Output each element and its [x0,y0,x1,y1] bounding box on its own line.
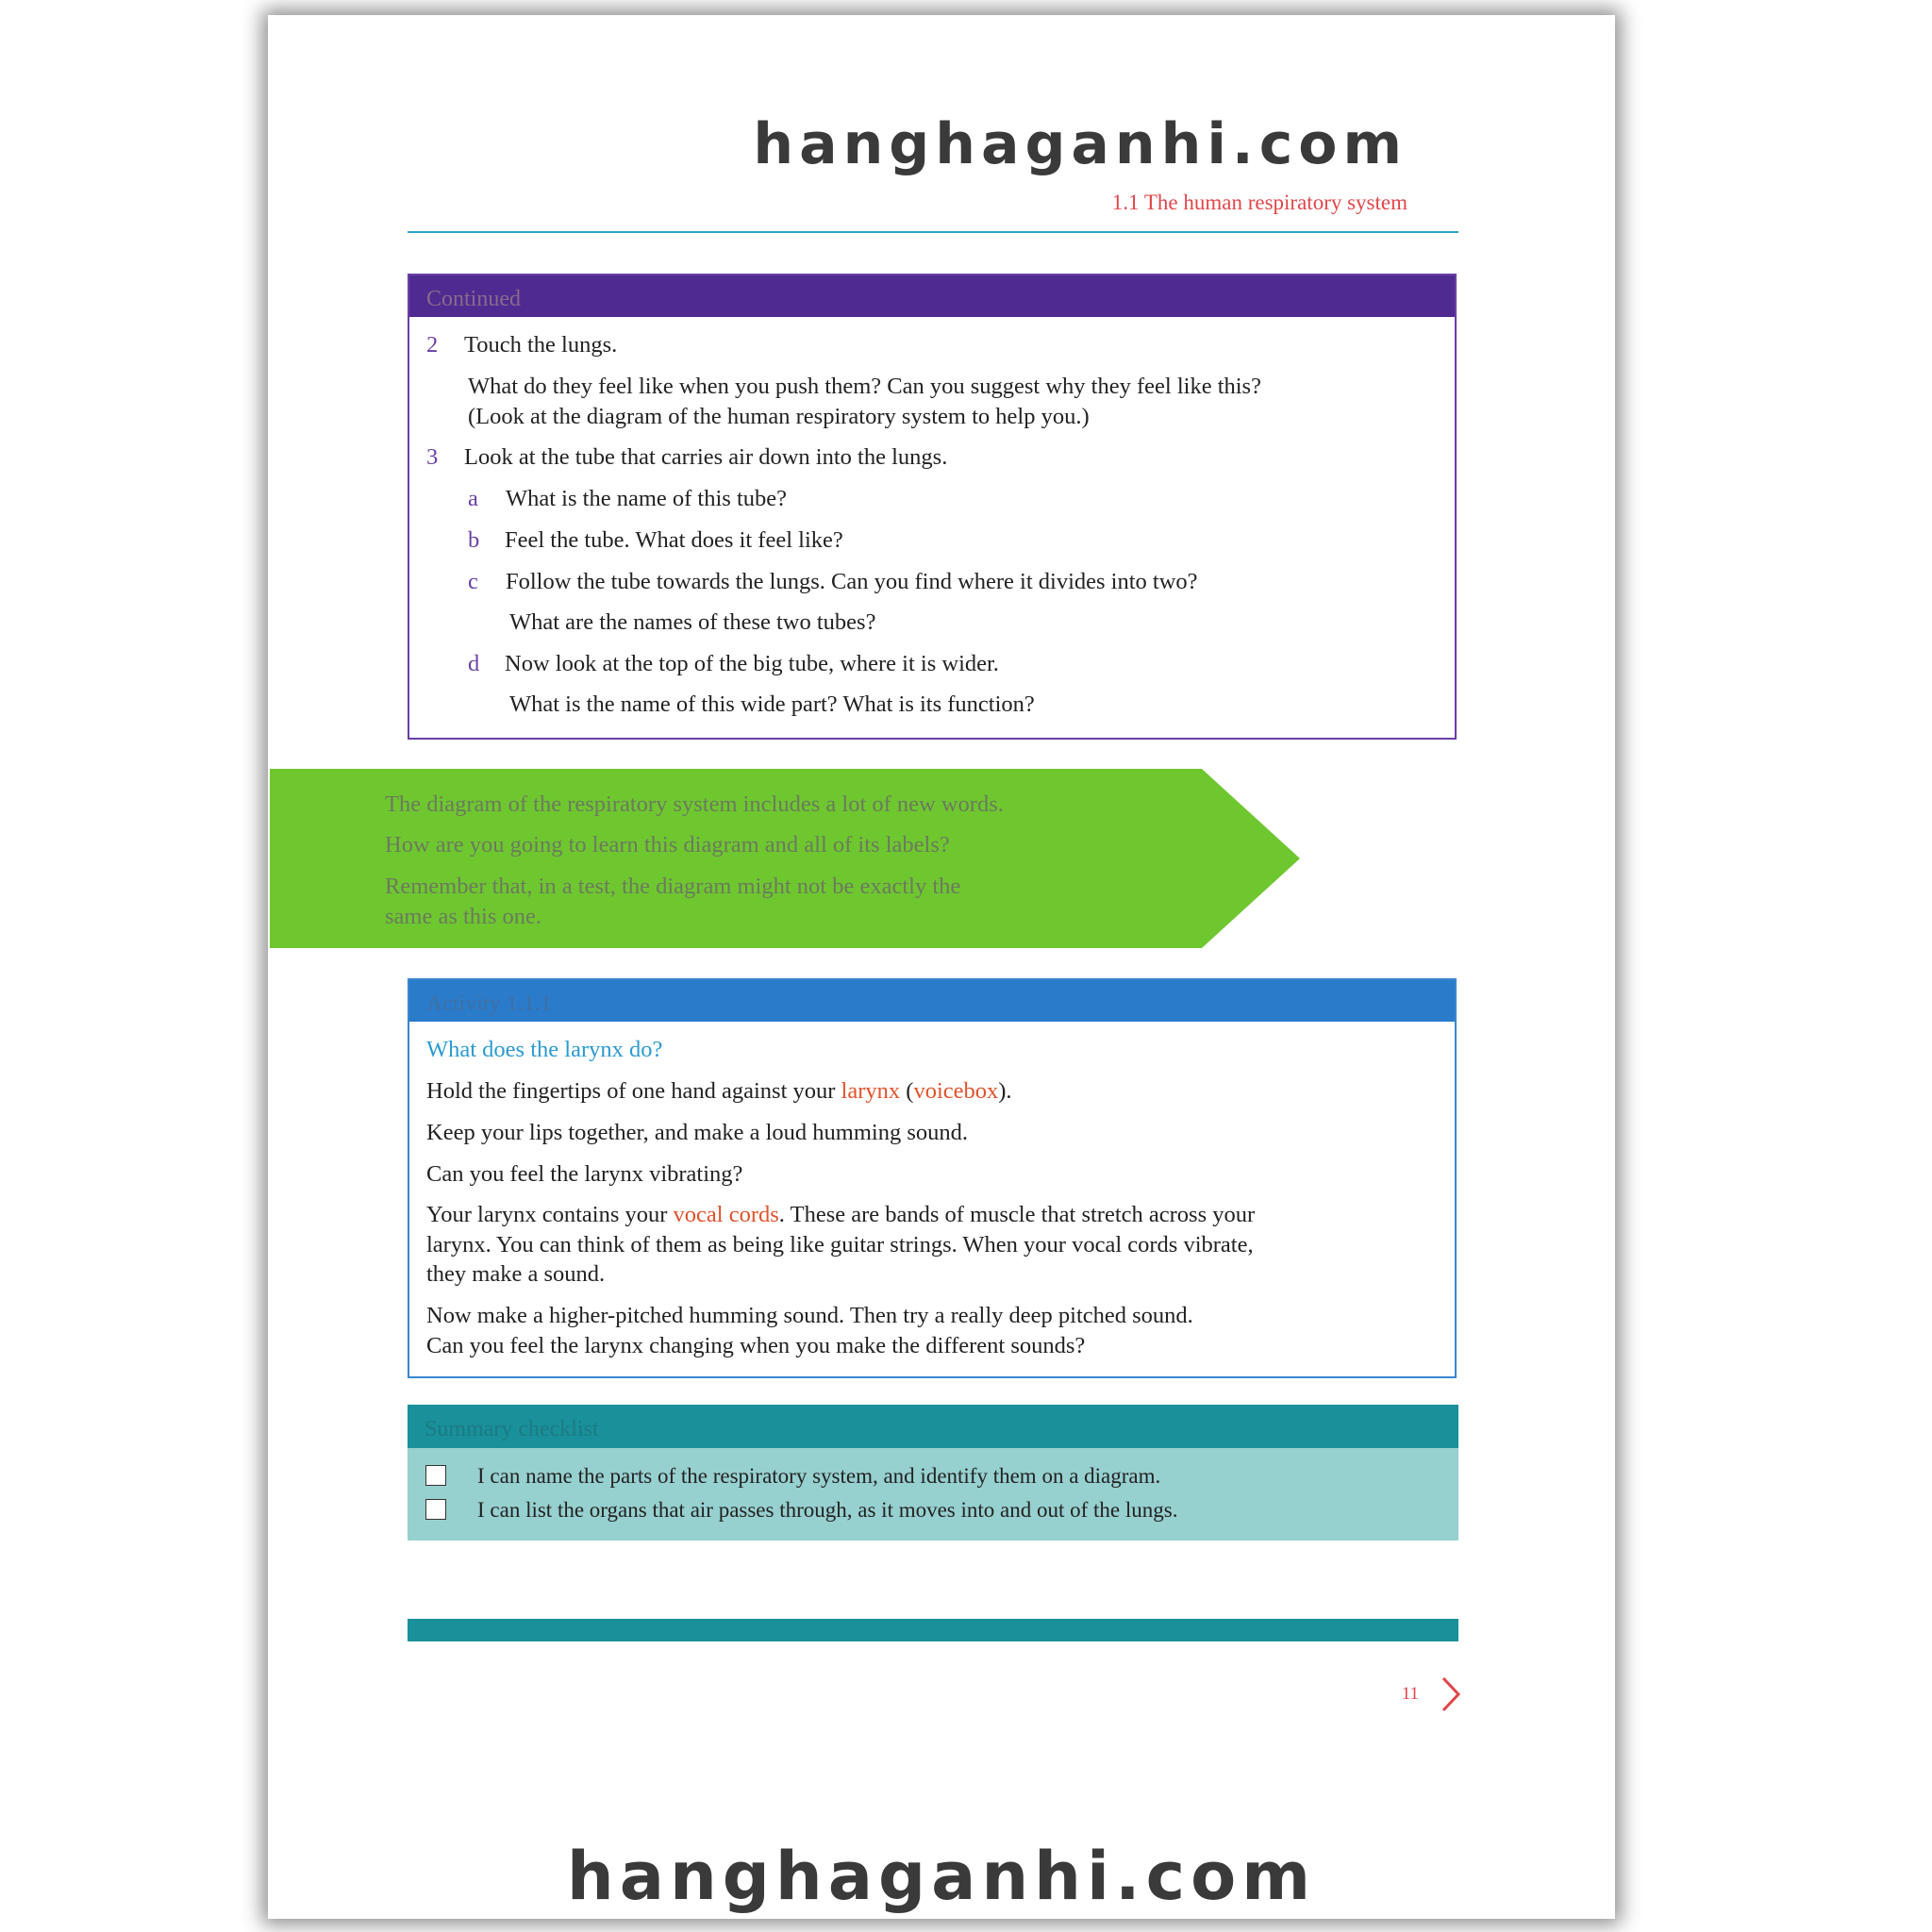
activity-paragraph: Can you feel the larynx vibrating? [426,1161,743,1187]
activity-paragraph: they make a sound. [426,1261,606,1287]
continued-box-title: Continued [409,275,1455,317]
item-letter: a [468,486,478,511]
footer-bar [408,1619,1458,1641]
page-number: 11 [1401,1684,1419,1704]
keyword-vocal-cords: vocal cords [673,1202,779,1227]
activity-paragraph: Your larynx contains your vocal cords. These are bands of muscle that stretch across your [426,1202,1256,1227]
watermark-bottom: hanghaganhi.com [566,1838,1317,1915]
tip-line: same as this one. [385,904,542,929]
activity-paragraph: Keep your lips together, and make a loud humming sound. [426,1120,968,1145]
activity-question: What does the larynx do? [426,1037,663,1062]
item-text: Feel the tube. What does it feel like? [505,527,843,553]
summary-checklist [408,1448,1458,1541]
item-text: Follow the tube towards the lungs. Can you find where it divides into two? [506,569,1198,594]
checklist-checkbox[interactable] [425,1465,446,1486]
keyword-voicebox: voicebox [913,1078,999,1104]
chevron-right-icon[interactable] [1438,1675,1462,1713]
textbook-page [268,15,1615,1919]
activity-paragraph: Now make a higher-pitched humming sound. Then try a really deep pitched sound. [426,1303,1193,1328]
section-title: 1.1 The human respiratory system [1111,191,1407,214]
tip-line: Remember that, in a test, the diagram might not be exactly the [385,874,961,899]
tip-line: How are you going to learn this diagram and all of its labels? [385,832,950,858]
summary-title: Summary checklist [408,1405,1458,1448]
item-number: 2 [426,332,439,358]
activity-paragraph: larynx. You can think of them as being like guitar strings. When your vocal cords vibrate, [426,1232,1254,1257]
checklist-item: I can name the parts of the respiratory system, and identify them on a diagram. [477,1464,1161,1488]
header-rule [408,231,1458,233]
item-text: (Look at the diagram of the human respiratory system to help you.) [468,404,1090,429]
item-text: What are the names of these two tubes? [509,609,876,635]
item-letter: d [468,651,480,676]
checklist-checkbox[interactable] [425,1499,446,1520]
activity-title: Activity 1.1.1 [409,980,1455,1022]
activity-paragraph: Hold the fingertips of one hand against your larynx (voicebox). [426,1078,1012,1104]
item-number: 3 [426,444,439,470]
checklist-item: I can list the organs that air passes through, as it moves into and out of the lungs. [477,1498,1178,1522]
watermark-top: hanghaganhi.com [753,111,1407,177]
item-text: Touch the lungs. [464,332,618,358]
item-text: Look at the tube that carries air down into the lungs. [464,444,948,470]
item-text: What is the name of this tube? [506,486,787,511]
tip-line: The diagram of the respiratory system includes a lot of new words. [385,791,1004,817]
item-letter: b [468,527,480,553]
activity-paragraph: Can you feel the larynx changing when you make the different sounds? [426,1333,1086,1358]
item-text: What is the name of this wide part? What is its function? [509,691,1035,717]
keyword-larynx: larynx [841,1078,901,1104]
item-letter: c [468,569,478,594]
item-text: Now look at the top of the big tube, where it is wider. [505,651,999,676]
item-text: What do they feel like when you push them? Can you suggest why they feel like this? [468,374,1261,399]
